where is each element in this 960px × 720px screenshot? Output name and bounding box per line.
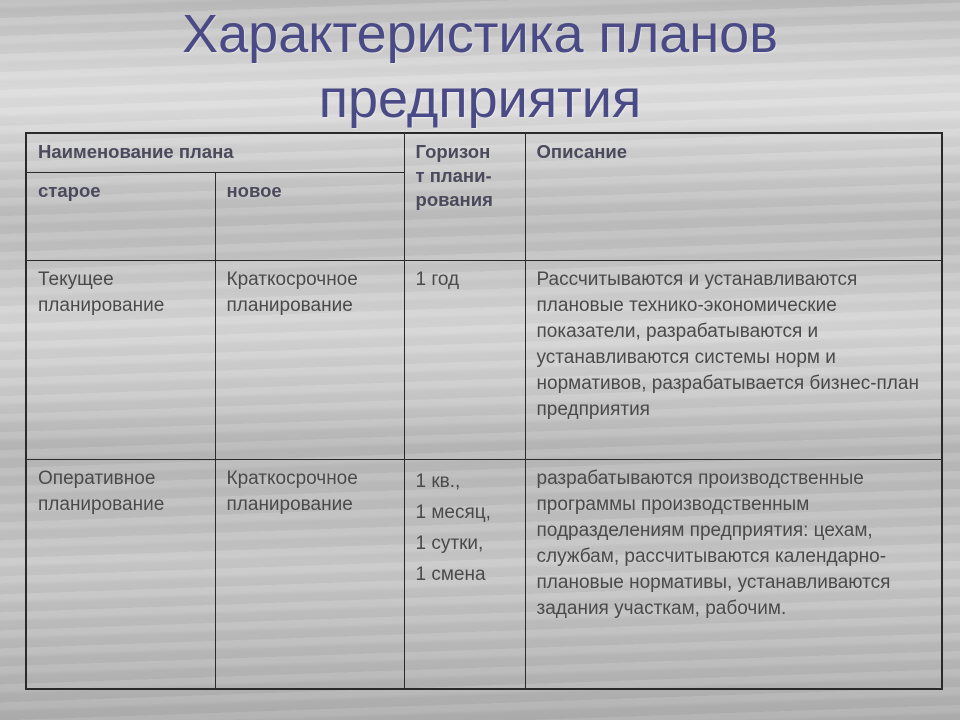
header-horizon-line: рования: [415, 189, 493, 210]
cell-new: Краткосрочное планирование: [215, 261, 404, 460]
cell-description: разрабатываются производственные программы производственным подразделениям предприятия: цехам, службам, рассчитываются календарно-плановые нормативы, устанавливаются задания участкам, рабочим.: [525, 460, 942, 690]
cell-horizon-line: 1 сутки,: [415, 533, 484, 554]
header-new: новое: [215, 173, 404, 261]
slide-title-line-2: предприятия: [318, 69, 642, 129]
plans-table: [25, 132, 943, 690]
cell-horizon-line: 1 кв.,: [415, 471, 461, 492]
header-horizon-line: т плани-: [415, 165, 492, 186]
slide-title: [0, 2, 960, 132]
cell-horizon: 1 год: [404, 261, 525, 460]
cell-description: Рассчитываются и устанавливаются плановые технико-экономические показатели, разрабатываются и устанавливаются системы норм и нормативов, разрабатывается бизнес-план предприятия: [525, 261, 942, 460]
table-header-row: [26, 133, 942, 173]
table-row: [26, 261, 942, 460]
header-description: Описание: [525, 133, 942, 261]
header-plan-name: Наименование плана: [26, 133, 404, 173]
cell-horizon: [404, 460, 525, 690]
header-old: старое: [26, 173, 215, 261]
cell-new: Краткосрочное планирование: [215, 460, 404, 690]
table-row: [26, 460, 942, 690]
cell-horizon-line: 1 месяц,: [415, 502, 491, 523]
header-horizon: [404, 133, 525, 261]
cell-old: Оперативное планирование: [26, 460, 215, 690]
cell-old: Текущее планирование: [26, 261, 215, 460]
header-horizon-line: Горизон: [415, 141, 491, 162]
slide-title-line-1: Характеристика планов: [182, 4, 778, 64]
cell-horizon-line: 1 смена: [415, 564, 486, 585]
